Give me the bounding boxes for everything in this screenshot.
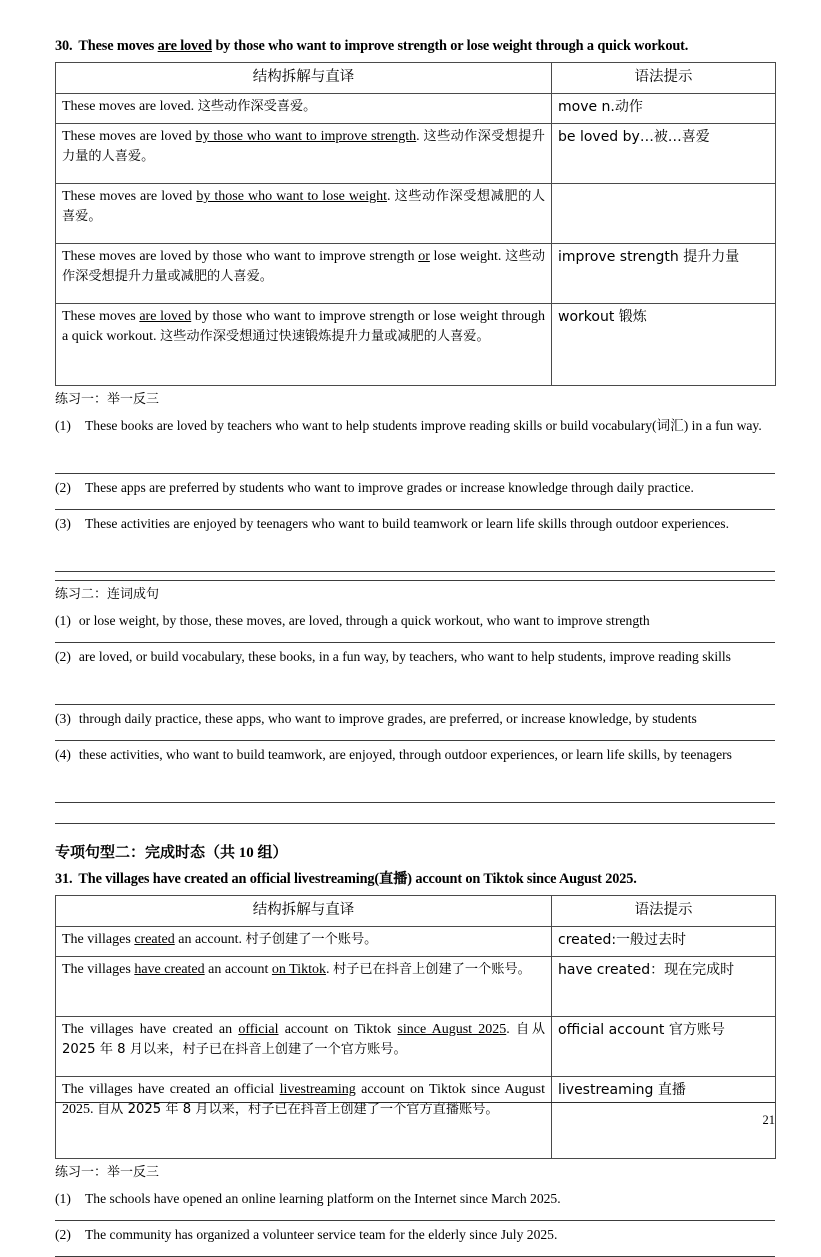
- exercise-marker: (2): [55, 1226, 71, 1242]
- question-30-post: by those who want to improve strength or lose weight through a quick workout.: [212, 38, 689, 54]
- exercise-item: [55, 412, 775, 474]
- underlined-phrase: created: [134, 931, 175, 947]
- grammar-hint-cell: created:一般过去时: [552, 926, 776, 956]
- underlined-phrase: since August 2025: [397, 1021, 507, 1037]
- english-clause: by those who want to improve strength or lose weight through a quick workout.: [62, 308, 545, 345]
- page-number: 21: [762, 1113, 775, 1127]
- english-clause: These moves are loved.: [62, 98, 198, 114]
- chinese-translation: 这些动作深受喜爱。: [197, 98, 317, 114]
- exercise-text: The schools have opened an online learning platform on the Internet since March 2025.: [85, 1190, 561, 1206]
- practice-one-label-30: 练习一：举一反三: [55, 391, 160, 407]
- header-grammar-hint: 语法提示: [552, 62, 776, 93]
- section-two-heading: 专项句型二：完成时态（共 10 组）: [55, 845, 288, 862]
- chinese-translation: 村子已在抖音上创建了一个账号。: [333, 961, 531, 977]
- chinese-translation: 这些动作深受想提升力量的人喜爱。: [62, 128, 545, 165]
- table-row: [56, 123, 776, 183]
- breakdown-cell: [56, 303, 552, 385]
- exercise-text: These activities are enjoyed by teenagers who want to build teamwork or learn life skills through outdoor experiences.: [85, 516, 729, 532]
- exercise-item: [55, 1221, 775, 1257]
- practice-two-list-30: [55, 607, 775, 803]
- table-row: [56, 183, 776, 243]
- exercise-item: [55, 510, 775, 572]
- english-clause: These moves are loved: [62, 188, 197, 204]
- exercise-text: these activities, who want to build teamwork, are enjoyed, through outdoor experiences, or learn life skills, by teenagers: [78, 747, 732, 763]
- grammar-hint-cell: livestreaming 直播: [552, 1076, 776, 1158]
- exercise-item: [55, 1185, 775, 1221]
- breakdown-cell: [56, 926, 552, 956]
- exercise-marker: (3): [55, 711, 71, 727]
- exercise-text: The community has organized a volunteer service team for the elderly since July 2025.: [85, 1226, 558, 1242]
- table-header-row: [56, 62, 776, 93]
- chinese-translation: 自从 2025 年 8 月以来，村子已在抖音上创建了一个官方直播账号。: [97, 1101, 499, 1117]
- grammar-hint-cell: workout 锻炼: [552, 303, 776, 385]
- exercise-item: [55, 643, 775, 705]
- english-clause: The villages: [62, 931, 135, 947]
- table-row: [56, 303, 776, 385]
- table-header-row: [56, 895, 776, 926]
- exercise-marker: (1): [55, 418, 71, 434]
- question-31-sentence: The villages have created an official livestreaming(直播) account on Tiktok since August 2025.: [78, 870, 637, 887]
- grammar-hint-cell: move n.动作: [552, 93, 776, 123]
- english-clause: These moves are loved by those who want to improve strength: [62, 248, 419, 264]
- english-clause: These moves: [62, 308, 140, 324]
- question-31-heading: [55, 871, 775, 889]
- exercise-item: [55, 607, 775, 643]
- breakdown-cell: [56, 1016, 552, 1076]
- chinese-translation: 这些动作深受想减肥的人喜爱。: [62, 188, 546, 225]
- exercise-marker: (3): [55, 516, 71, 532]
- header-grammar-hint: 语法提示: [552, 895, 776, 926]
- exercise-marker: (2): [55, 480, 71, 496]
- practice-one-list-31: [55, 1185, 775, 1257]
- chinese-translation: 这些动作深受想提升力量或减肥的人喜爱。: [62, 248, 546, 285]
- english-clause: an account.: [174, 931, 246, 947]
- exercise-marker: (1): [55, 613, 71, 629]
- exercise-marker: (1): [55, 1190, 71, 1206]
- english-clause: lose weight.: [429, 248, 506, 264]
- table-row: [56, 1016, 776, 1076]
- section-divider-practice-two: [55, 580, 775, 581]
- underlined-phrase: by those who want to lose weight: [196, 188, 388, 204]
- breakdown-table-31: [55, 895, 776, 1159]
- chinese-translation: 自从 2025 年 8 月以来，村子已在抖音上创建了一个官方账号。: [62, 1021, 546, 1057]
- exercise-item: [55, 705, 775, 741]
- grammar-hint-cell: official account 官方账号: [552, 1016, 776, 1076]
- underlined-phrase: by those who want to improve strength: [195, 128, 417, 144]
- exercise-text: These apps are preferred by students who want to improve grades or increase knowledge through daily practice.: [85, 480, 694, 496]
- question-30-pre: These moves: [78, 38, 158, 54]
- breakdown-cell: [56, 93, 552, 123]
- english-clause: The villages have created an official: [62, 1081, 280, 1097]
- grammar-hint-cell: be loved by…被…喜爱: [552, 123, 776, 183]
- exercise-marker: (2): [55, 649, 71, 665]
- underlined-phrase: or: [418, 248, 430, 264]
- english-clause: .: [387, 188, 395, 204]
- grammar-hint-cell: have created：现在完成时: [552, 956, 776, 1016]
- underlined-phrase: livestreaming: [279, 1081, 356, 1097]
- table-row: [56, 243, 776, 303]
- question-31-number: 31.: [55, 870, 73, 887]
- exercise-text: are loved, or build vocabulary, these books, in a fun way, by teachers, who want to help students, improve reading skills: [78, 649, 731, 665]
- table-row: [56, 926, 776, 956]
- grammar-hint-cell: [552, 183, 776, 243]
- english-clause: These moves are loved: [62, 128, 196, 144]
- chinese-translation: 村子创建了一个账号。: [245, 931, 378, 947]
- english-clause: The villages have created an: [62, 1021, 239, 1037]
- question-30-heading: [55, 38, 775, 56]
- practice-one-label-31: 练习一：举一反三: [55, 1164, 160, 1180]
- header-structure-breakdown: 结构拆解与直译: [56, 895, 552, 926]
- english-clause: .: [326, 961, 333, 977]
- underlined-phrase: official: [238, 1021, 279, 1037]
- question-30-underline: are loved: [157, 38, 213, 54]
- table-row: [56, 956, 776, 1016]
- exercise-text: These books are loved by teachers who want to help students improve reading skills or build vocabulary(词汇) in a fun way.: [85, 418, 762, 434]
- exercise-text: or lose weight, by those, these moves, are loved, through a quick workout, who want to improve strength: [78, 613, 650, 629]
- breakdown-cell: [56, 243, 552, 303]
- english-clause: an account: [204, 961, 272, 977]
- exercise-marker: (4): [55, 747, 71, 763]
- english-clause: account on Tiktok since August 2025.: [62, 1081, 546, 1117]
- table-row: [56, 1076, 776, 1158]
- underlined-phrase: have created: [134, 961, 205, 977]
- exercise-item: [55, 741, 775, 803]
- breakdown-cell: [56, 183, 552, 243]
- header-structure-breakdown: 结构拆解与直译: [56, 62, 552, 93]
- practice-one-list-30: [55, 412, 775, 572]
- chinese-translation: 这些动作深受想通过快速锻炼提升力量或减肥的人喜爱。: [159, 329, 490, 345]
- grammar-hint-cell: improve strength 提升力量: [552, 243, 776, 303]
- table-row: [56, 93, 776, 123]
- breakdown-cell: [56, 1076, 552, 1158]
- breakdown-cell: [56, 956, 552, 1016]
- english-clause: account on Tiktok: [278, 1021, 398, 1037]
- english-clause: .: [506, 1021, 516, 1037]
- breakdown-cell: [56, 123, 552, 183]
- underlined-phrase: are loved: [139, 308, 192, 324]
- question-30-number: 30.: [55, 38, 73, 54]
- underlined-phrase: on Tiktok: [271, 961, 326, 977]
- exercise-text: through daily practice, these apps, who want to improve grades, are preferred, or increase knowledge, by students: [78, 711, 697, 727]
- exercise-item: [55, 474, 775, 510]
- english-clause: .: [416, 128, 424, 144]
- page-footer-rule: [55, 1102, 775, 1103]
- english-clause: The villages: [62, 961, 135, 977]
- breakdown-table-30: [55, 62, 776, 386]
- practice-two-label-30: 练习二：连词成句: [55, 587, 160, 603]
